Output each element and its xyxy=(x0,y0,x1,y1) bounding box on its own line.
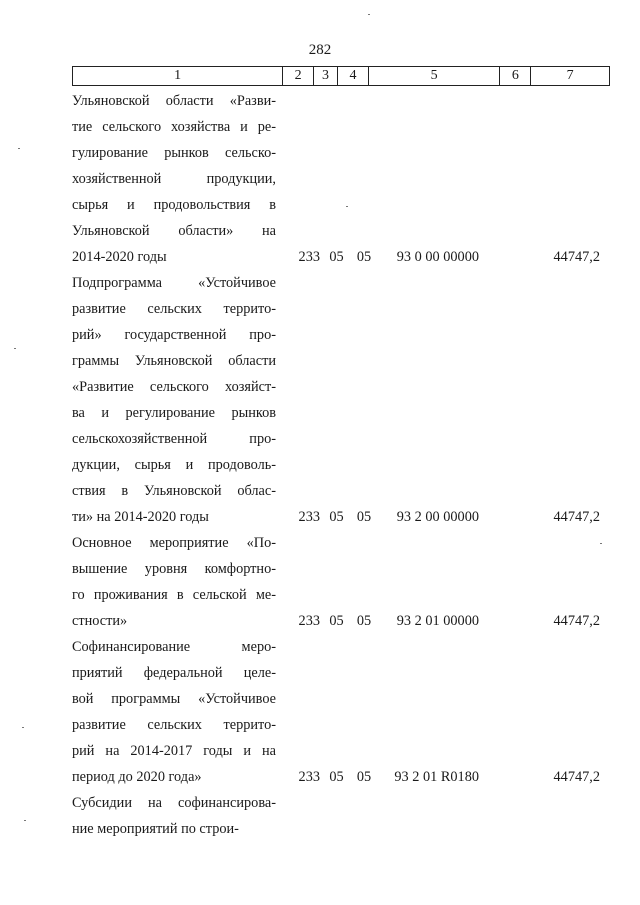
table-row xyxy=(72,530,612,634)
row-name-line: вышение уровня комфортно- xyxy=(72,561,276,577)
row-name-line: рий на 2014-2017 годы и на xyxy=(72,743,276,759)
row-name-line: Софинансирование меро- xyxy=(72,639,276,655)
row-c4-cell: 05 xyxy=(356,769,372,785)
row-c3-cell: 05 xyxy=(329,769,344,785)
row-name-line: хозяйственной продукции, xyxy=(72,171,276,187)
row-name-line: ствия в Ульяновской облас- xyxy=(72,483,276,499)
row-c3-cell: 05 xyxy=(329,249,344,265)
row-name-cell xyxy=(72,790,276,842)
row-name-line: развитие сельских террито- xyxy=(72,301,276,317)
row-c5-cell: 93 0 00 00000 xyxy=(396,249,479,265)
row-c7-cell: 44747,2 xyxy=(553,613,600,629)
budget-table-body xyxy=(72,88,612,842)
row-c3-cell: 05 xyxy=(329,509,344,525)
row-c5-cell xyxy=(375,816,479,842)
row-name-line: рий» государственной про- xyxy=(72,327,276,343)
row-c7-cell: 44747,2 xyxy=(553,509,600,525)
row-c7-cell xyxy=(501,816,600,842)
scan-speck xyxy=(22,727,24,728)
table-row xyxy=(72,790,612,842)
row-c6-cell xyxy=(479,816,501,842)
row-name-line: Субсидии на софинансирова- xyxy=(72,795,276,811)
scan-speck xyxy=(368,14,370,15)
header-col-2: 2 xyxy=(282,67,313,85)
row-name-cell xyxy=(72,88,276,270)
header-col-7: 7 xyxy=(530,67,609,85)
header-col-3: 3 xyxy=(313,67,337,85)
row-name-line: Ульяновской области «Разви- xyxy=(72,93,276,109)
row-c4-cell: 05 xyxy=(356,249,372,265)
row-c2-cell xyxy=(276,816,320,842)
row-name-line: ва и регулирование рынков xyxy=(72,405,276,421)
row-c3-cell xyxy=(320,816,353,842)
table-row xyxy=(72,88,612,270)
row-name-line: развитие сельских террито- xyxy=(72,717,276,733)
row-c6-cell xyxy=(479,504,501,530)
row-name-line: дукции, сырья и продоволь- xyxy=(72,457,276,473)
row-name-line: сырья и продовольствия в xyxy=(72,197,276,213)
row-c6-cell xyxy=(479,608,501,634)
row-c2-cell: 233 xyxy=(298,769,320,785)
page-number: 282 xyxy=(308,42,332,58)
row-name-line: период до 2020 года» xyxy=(72,769,202,785)
row-name-line: Подпрограмма «Устойчивое xyxy=(72,275,276,291)
row-c5-cell: 93 2 01 R0180 xyxy=(394,769,479,785)
header-col-6: 6 xyxy=(499,67,530,85)
row-c6-cell xyxy=(479,244,501,270)
row-c7-cell: 44747,2 xyxy=(553,249,600,265)
row-name-cell xyxy=(72,530,276,634)
scan-speck xyxy=(14,348,16,349)
row-c2-cell: 233 xyxy=(298,249,320,265)
row-c3-cell: 05 xyxy=(329,613,344,629)
row-name-line: граммы Ульяновской области xyxy=(72,353,276,369)
row-c4-cell: 05 xyxy=(356,509,372,525)
header-col-1: 1 xyxy=(174,68,182,83)
table-row xyxy=(72,634,612,790)
row-c4-cell xyxy=(353,816,375,842)
scan-speck xyxy=(346,206,348,207)
row-name-line: го проживания в сельской ме- xyxy=(72,587,276,603)
row-c5-cell: 93 2 00 00000 xyxy=(396,509,479,525)
row-name-line: ти» на 2014-2020 годы xyxy=(72,509,209,525)
header-col-5: 5 xyxy=(368,67,500,85)
row-name-line: Ульяновской области» на xyxy=(72,223,276,239)
row-c5-cell: 93 2 01 00000 xyxy=(396,613,479,629)
scan-speck xyxy=(24,820,26,821)
row-c6-cell xyxy=(479,764,501,790)
row-name-line: приятий федеральной целе- xyxy=(72,665,276,681)
row-name-line: Основное мероприятие «По- xyxy=(72,535,276,551)
row-name-line: «Развитие сельского хозяйст- xyxy=(72,379,276,395)
row-name-line: ние мероприятий по строи- xyxy=(72,821,239,837)
row-c4-cell: 05 xyxy=(356,613,372,629)
table-row xyxy=(72,270,612,530)
row-name-cell xyxy=(72,270,276,530)
row-c7-cell: 44747,2 xyxy=(553,769,600,785)
scan-speck xyxy=(600,543,602,544)
row-name-line: гулирование рынков сельско- xyxy=(72,145,276,161)
row-name-line: вой программы «Устойчивое xyxy=(72,691,276,707)
row-name-line: стности» xyxy=(72,613,128,629)
row-c2-cell: 233 xyxy=(298,613,320,629)
row-name-line: сельскохозяйственной про- xyxy=(72,431,276,447)
row-name-cell xyxy=(72,634,276,790)
table-header-row xyxy=(72,66,610,86)
row-name-line: 2014-2020 годы xyxy=(72,249,167,265)
header-col-4: 4 xyxy=(337,67,368,85)
scan-speck xyxy=(18,148,20,149)
row-c2-cell: 233 xyxy=(298,509,320,525)
row-name-line: тие сельского хозяйства и ре- xyxy=(72,119,276,135)
